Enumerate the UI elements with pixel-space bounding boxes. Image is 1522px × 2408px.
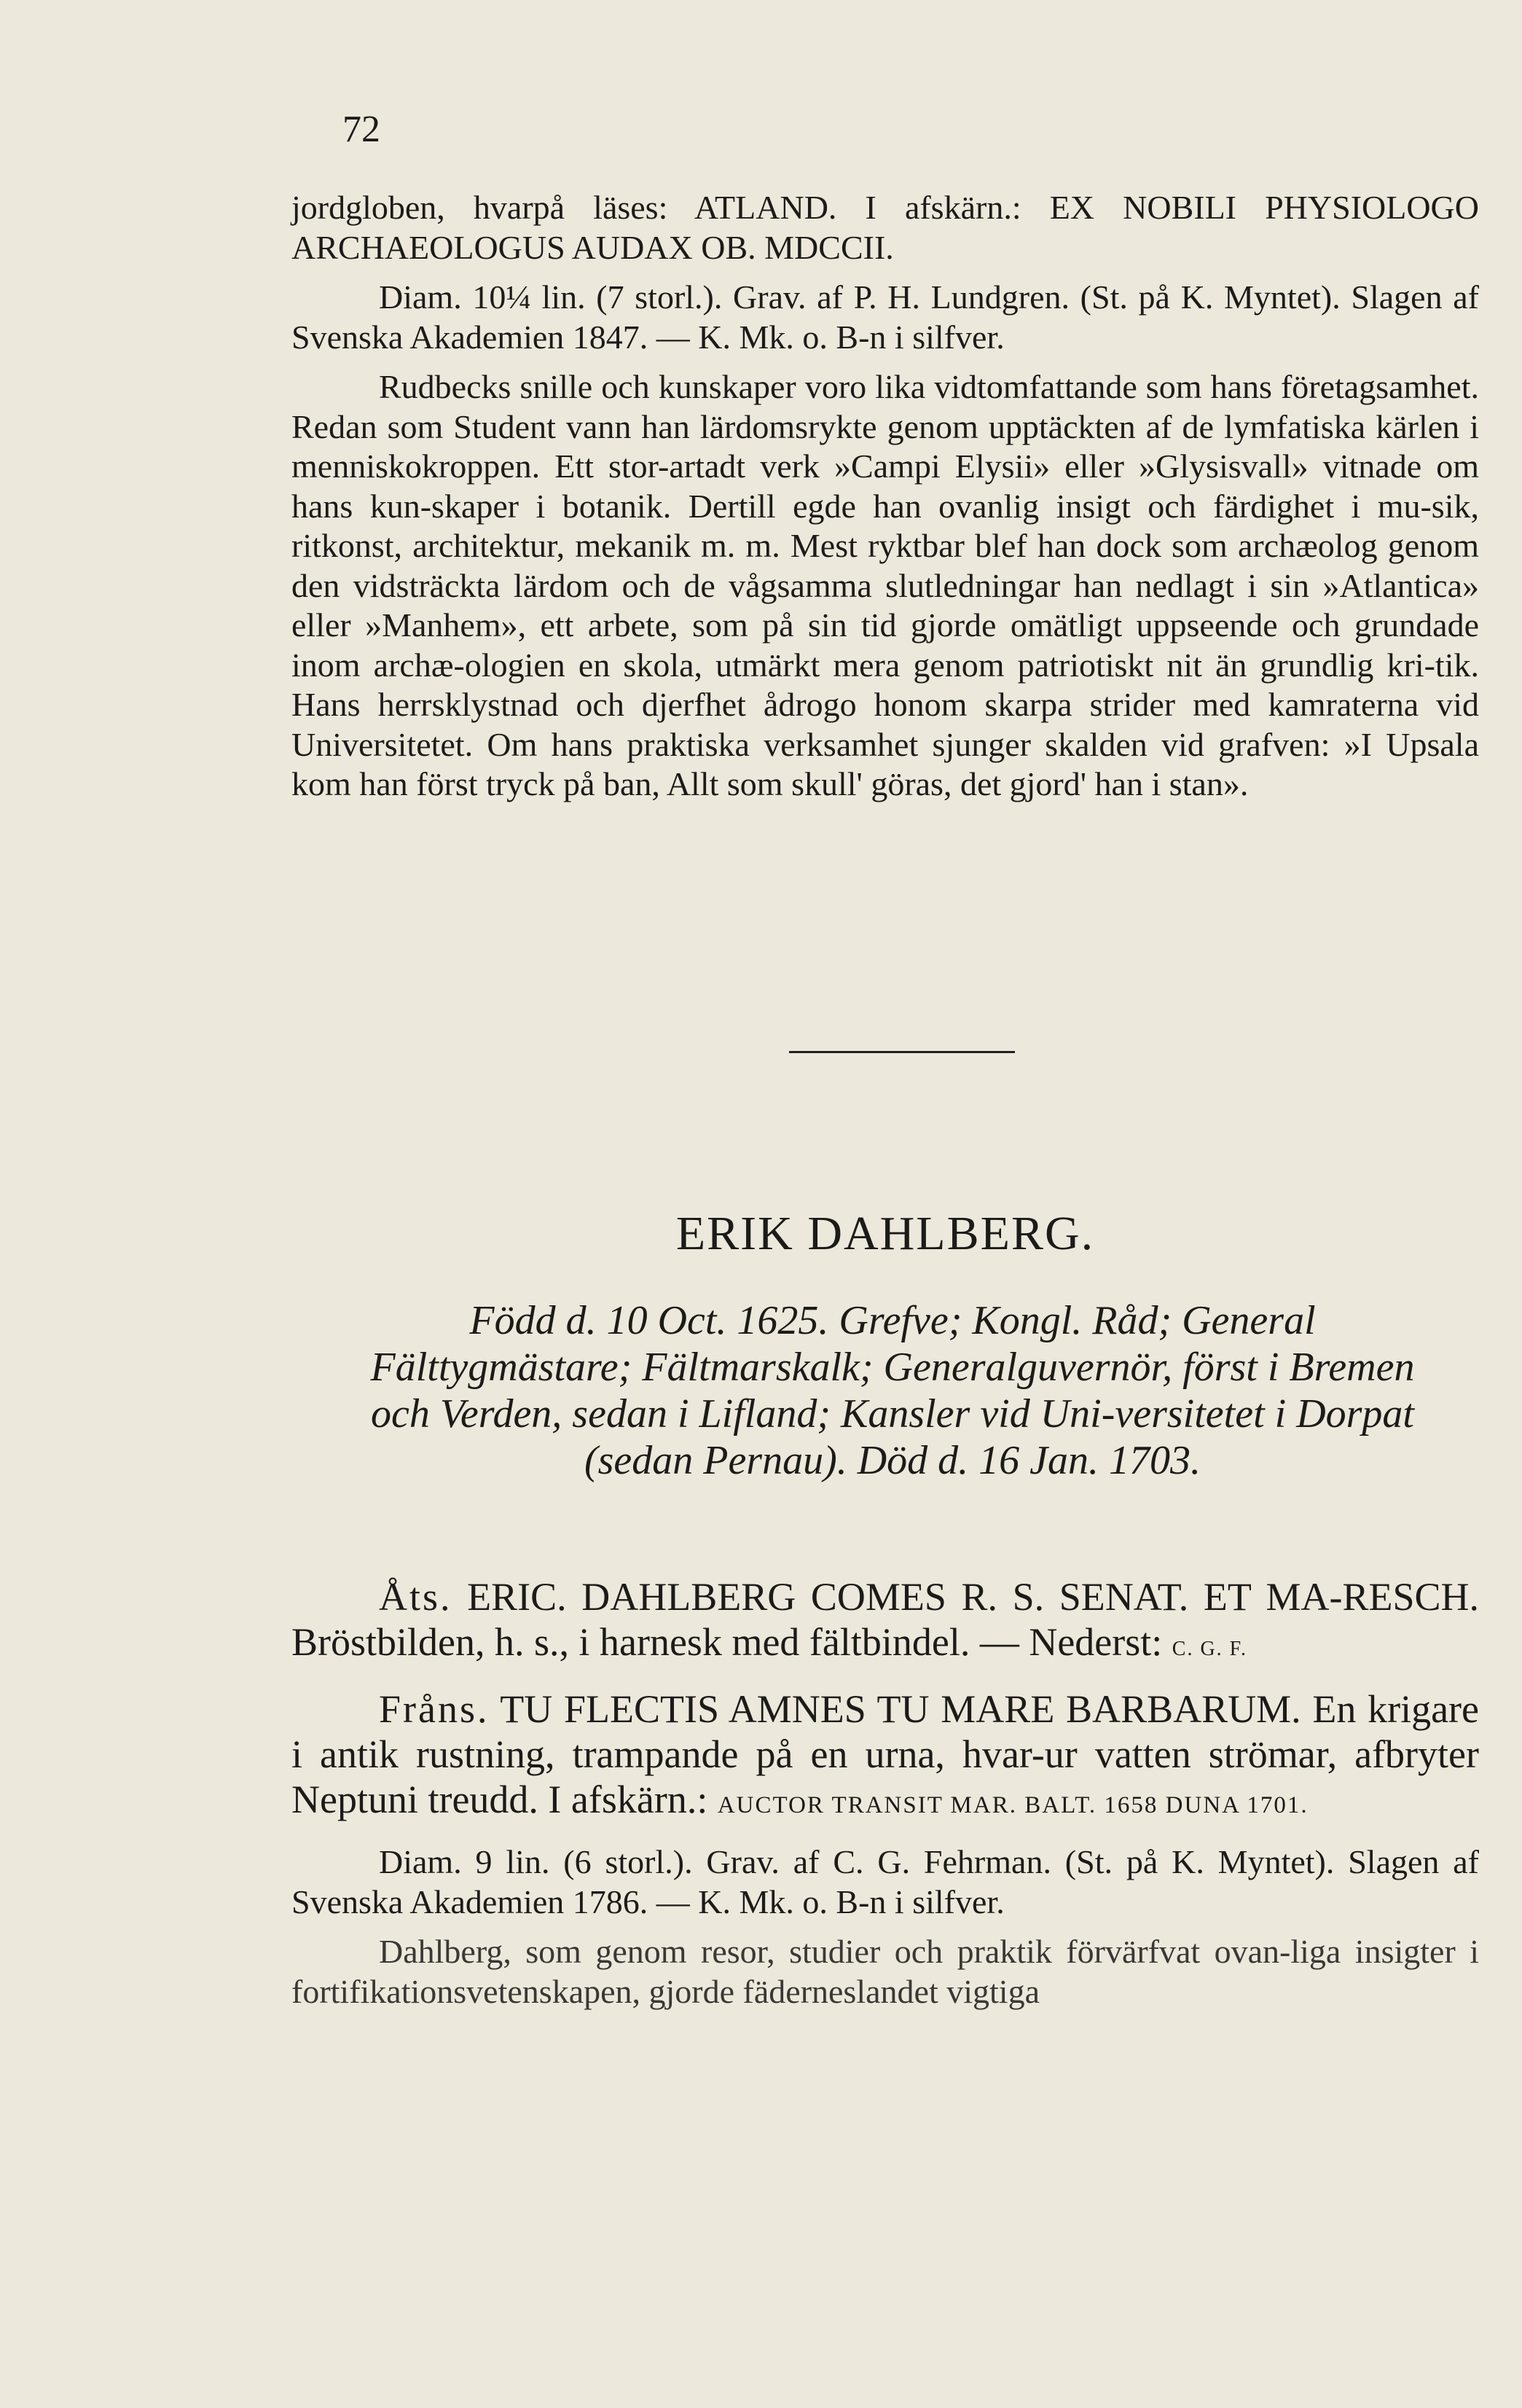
section-dahlberg: [291, 1574, 1479, 2012]
exergue-text: AUCTOR TRANSIT MAR. BALT. 1658 DUNA 1701.: [717, 1792, 1309, 1818]
page-number: 72: [342, 109, 380, 150]
paragraph-inscription: jordgloben, hvarpå läses: ATLAND. I afskärn.: EX NOBILI PHYSIOLOGO ARCHAEOLOGUS AUDAX OB. MDCCII.: [291, 189, 1479, 266]
section-heading: ERIK DAHLBERG.: [675, 1207, 1095, 1260]
engraver-initials: C. G. F.: [1172, 1638, 1248, 1660]
paragraph-obverse: [291, 1574, 1479, 1672]
paragraph-reverse: [291, 1686, 1479, 1828]
obverse-text: ERIC. DAHLBERG COMES R. S. SENAT. ET MA-RESCH. Bröstbilden, h. s., i harnesk med fältbindel. — Nederst:: [291, 1575, 1479, 1664]
paragraph-diameter-2: Diam. 9 lin. (6 storl.). Grav. af C. G. Fehrman. (St. på K. Myntet). Slagen af Svenska Akademien 1786. — K. Mk. o. B-n i silfver.: [291, 1843, 1479, 1920]
paragraph-final: Dahlberg, som genom resor, studier och praktik förvärfvat ovan-liga insigter i fortifikationsvetenskapen, gjorde fäderneslandet vigtiga: [291, 1933, 1479, 2010]
reverse-text: TU FLECTIS AMNES TU MARE BARBARUM. En krigare i antik rustning, trampande på en urna, hvar-ur vatten strömar, afbryter Neptuni treudd. I afskärn.:: [291, 1687, 1479, 1821]
paragraph-biography: Rudbecks snille och kunskaper voro lika vidtomfattande som hans företagsamhet. Redan som Student vann han lärdomsrykte genom upptäckten af de lymfatiska kärlen i menniskokroppen. Ett stor-artadt verk »Campi Elysii» eller »Glysisvall» vitnade om hans kun-skaper i botanik. Dertill egde han ovanlig insigt och färdighet i mu-sik, ritkonst, architektur, mekanik m. m. Mest ryktbar blef han dock som archæolog genom den vidsträckta lärdom och de vågsamma slutledningar han nedlagt i sin »Atlantica» eller »Manhem», ett arbete, som på sin tid gjorde omätligt uppseende och grundade inom archæ-ologien en skola, utmärkt mera genom patriotiskt nit än grundlig kri-tik. Hans herrsklystnad och djerfhet ådrogo honom skarpa strider med kamraterna vid Universitetet. Om hans praktiska verksamhet sjunger skalden vid grafven: »I Upsala kom han först tryck på ban, Allt som skull' göras, det gjord' han i stan».: [291, 368, 1479, 802]
paragraph-diameter: Diam. 10¼ lin. (7 storl.). Grav. af P. H. Lundgren. (St. på K. Myntet). Slagen af Svenska Akademien 1847. — K. Mk. o. B-n i silfver.: [291, 278, 1479, 356]
biography-italic: Född d. 10 Oct. 1625. Grefve; Kongl. Råd; General Fälttygmästare; Fältmarskalk; Generalguvernör, först i Bremen och Verden, sedan i Lifland; Kansler vid Uni-versitetet i Dorpat (sedan Pernau). Död d. 16 Jan. 1703.: [370, 1298, 1415, 1483]
section-divider: [789, 1051, 1015, 1053]
obverse-label: Åts.: [379, 1575, 452, 1619]
section-rudbeck: [291, 109, 1479, 805]
reverse-label: Fråns.: [379, 1687, 490, 1731]
